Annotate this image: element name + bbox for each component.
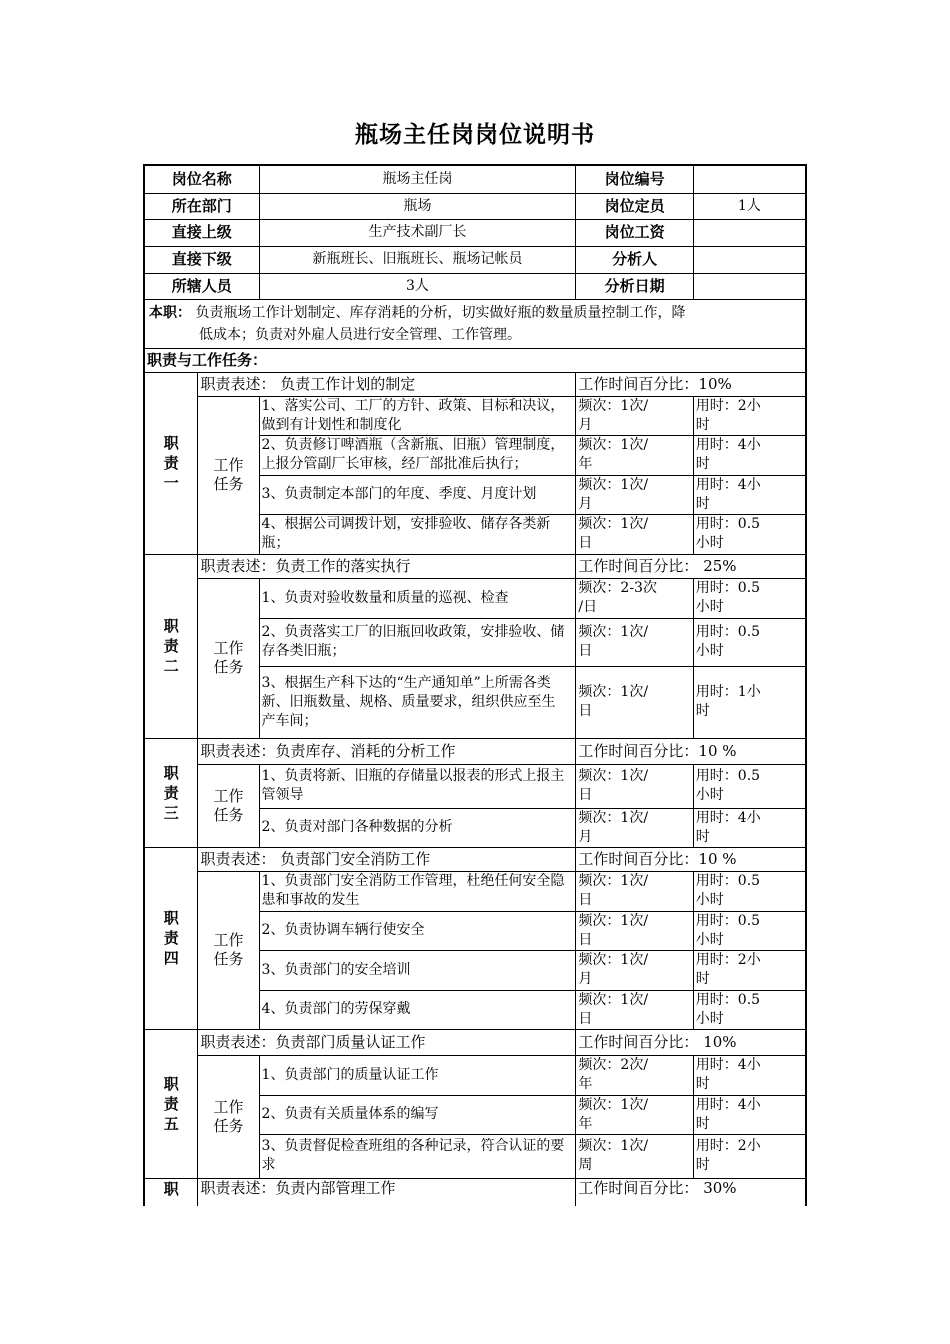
field-label: 岗位工资 <box>604 223 665 241</box>
info-label2-2 <box>576 193 693 219</box>
task-frequency <box>576 1095 693 1134</box>
info-label-3 <box>144 219 259 246</box>
frequency-line: 周 <box>578 1157 593 1173</box>
duration-line: 用时：4小 <box>695 437 761 453</box>
duty-name-char: 职 <box>163 1179 179 1198</box>
frequency-line: 日 <box>578 892 593 908</box>
frequency-line: 频次：1次/ <box>578 952 649 968</box>
field-label: 分析日期 <box>604 276 665 295</box>
task-frequency <box>576 396 693 435</box>
task-duration <box>693 475 806 514</box>
field-label: 所辖人员 <box>171 276 232 295</box>
task-duration <box>693 618 806 666</box>
task-description <box>259 950 576 990</box>
task-text-line: 3、负责部门的安全培训 <box>261 961 411 978</box>
duty-name-4 <box>144 847 198 1029</box>
work-task-label-1: 工作 <box>213 931 244 949</box>
frequency-line: 频次：1次/ <box>578 437 649 453</box>
field-label: 直接上级 <box>171 223 232 241</box>
task-text-line: 1、负责部门的质量认证工作 <box>261 1066 439 1083</box>
frequency-line: 频次：2次/ <box>578 1057 649 1073</box>
field-label: 分析人 <box>612 250 658 268</box>
duration-line: 用时：4小 <box>695 1096 761 1113</box>
duration-line: 用时：4小 <box>695 1057 761 1073</box>
task-text-line: 2、负责对部门各种数据的分析 <box>261 819 453 835</box>
frequency-line: 频次：1次/ <box>578 516 649 532</box>
field-label: 岗位编号 <box>604 169 665 188</box>
frequency-line: 日 <box>578 643 593 659</box>
task-frequency <box>576 618 693 666</box>
field-label: 直接下级 <box>171 250 232 268</box>
frequency-line: 日 <box>578 1010 593 1027</box>
task-text-line: 上报分管副厂长审核，经厂部批准后执行； <box>261 456 528 472</box>
duties-header <box>144 348 806 372</box>
duration-line: 小时 <box>695 535 724 551</box>
task-frequency <box>576 1055 693 1095</box>
frequency-line: 日 <box>578 703 593 719</box>
duration-line: 时 <box>695 416 710 433</box>
task-duration <box>693 514 806 554</box>
duration-line: 用时：4小 <box>695 476 761 493</box>
task-frequency <box>576 578 693 618</box>
frequency-line: 频次：1次/ <box>578 873 649 889</box>
duration-line: 用时：0.5 <box>695 516 761 532</box>
field-label: 所在部门 <box>171 196 232 215</box>
duration-line: 小时 <box>695 599 724 615</box>
work-time-percent-text: 工作时间百分比：10 % <box>578 849 737 868</box>
duration-line: 用时：0.5 <box>695 912 761 929</box>
info-label2-4 <box>576 246 693 273</box>
duration-line: 时 <box>695 456 710 472</box>
duty-description <box>198 1029 576 1055</box>
task-frequency <box>576 435 693 475</box>
frequency-line: 日 <box>578 787 593 803</box>
frequency-line: 频次：1次/ <box>578 809 649 826</box>
duty-desc-text: 职责表述： 负责工作计划的制定 <box>200 374 416 393</box>
task-description <box>259 871 576 911</box>
duty-description <box>198 738 576 764</box>
duty-name-char: 职 <box>163 763 179 782</box>
task-duration <box>693 950 806 990</box>
duty-name-char: 职 <box>163 617 179 635</box>
duty-name-char: 职 <box>163 909 179 927</box>
task-text-line: 3、负责督促检查班组的各种记录，符合认证的要 <box>261 1138 565 1154</box>
task-duration <box>693 764 806 808</box>
duration-line: 时 <box>695 971 710 987</box>
summary-row <box>144 299 806 348</box>
task-description <box>259 578 576 618</box>
work-task-label <box>198 578 259 738</box>
work-task-label <box>198 1055 259 1178</box>
frequency-line: 频次：1次/ <box>578 1138 649 1154</box>
info-label-4 <box>144 246 259 273</box>
task-text-line: 管领导 <box>261 787 304 803</box>
duration-line: 小时 <box>695 892 724 908</box>
duty-name-char: 责 <box>163 929 179 947</box>
frequency-line: 年 <box>578 1115 593 1132</box>
duty-desc-text: 职责表述：负责库存、消耗的分析工作 <box>200 741 456 760</box>
work-time-percent-text: 工作时间百分比：10 % <box>578 741 737 760</box>
task-text-line: 瓶； <box>261 535 290 551</box>
duty-name-char: 二 <box>163 657 179 675</box>
duty-description <box>198 372 576 396</box>
task-text-line: 1、负责对验收数量和质量的巡视、检查 <box>261 589 509 606</box>
duration-line: 用时：1小 <box>695 684 761 700</box>
field-value: 新瓶班长、旧瓶班长、瓶场记帐员 <box>312 251 523 267</box>
info-label-5 <box>144 273 259 299</box>
task-frequency <box>576 950 693 990</box>
duty-name-char: 责 <box>163 783 179 802</box>
info-label2-5 <box>576 273 693 299</box>
task-text-line: 4、根据公司调拨计划，安排验收、储存各类新 <box>261 516 551 532</box>
summary-label: 本职： <box>149 304 191 321</box>
field-label: 岗位定员 <box>604 196 665 215</box>
duties-header-text: 职责与工作任务： <box>147 350 268 369</box>
work-time-percent <box>576 1178 806 1206</box>
duration-line: 时 <box>695 495 710 512</box>
work-task-label-1: 工作 <box>213 1097 244 1116</box>
task-description <box>259 396 576 435</box>
frequency-line: 频次：1次/ <box>578 684 649 700</box>
field-value: 瓶场主任岗 <box>382 170 453 187</box>
work-task-label-2: 任务 <box>213 805 244 824</box>
task-frequency <box>576 764 693 808</box>
task-text-line: 3、负责制定本部门的年度、季度、月度计划 <box>261 486 537 502</box>
work-time-percent-text: 工作时间百分比： 10% <box>578 1032 737 1051</box>
work-task-label-2: 任务 <box>213 658 244 676</box>
duration-line: 用时：0.5 <box>695 991 761 1008</box>
task-duration <box>693 1095 806 1134</box>
task-text-line: 3、根据生产科下达的“生产通知单”上所需各类 <box>261 674 551 691</box>
frequency-line: 频次：1次/ <box>578 1096 649 1113</box>
task-frequency <box>576 808 693 847</box>
duration-line: 时 <box>695 828 710 845</box>
duration-line: 小时 <box>695 787 724 803</box>
duration-line: 时 <box>695 703 710 719</box>
info-label-2 <box>144 193 259 219</box>
task-frequency <box>576 666 693 738</box>
task-duration <box>693 871 806 911</box>
task-duration <box>693 990 806 1029</box>
task-description <box>259 990 576 1029</box>
frequency-line: 月 <box>578 495 593 512</box>
frequency-line: 年 <box>578 1076 593 1092</box>
task-text-line: 患和事故的发生 <box>261 892 360 908</box>
field-value: 瓶场 <box>403 197 432 214</box>
job-description-table <box>143 164 807 1206</box>
duration-line: 用时：0.5 <box>695 768 761 784</box>
info-label-1 <box>144 165 259 193</box>
task-text-line: 2、负责修订啤酒瓶（含新瓶、旧瓶）管理制度， <box>261 437 565 453</box>
task-description <box>259 1055 576 1095</box>
duty-name-2 <box>144 554 198 738</box>
duty-name-char: 四 <box>163 949 179 967</box>
work-task-label-2: 任务 <box>213 1116 244 1135</box>
frequency-line: 月 <box>578 971 593 987</box>
frequency-line: 频次：1次/ <box>578 397 649 414</box>
summary-line-1: 负责瓶场工作计划制定、库存消耗的分析，切实做好瓶的数量质量控制工作，降 <box>195 304 686 321</box>
duty-desc-text: 职责表述：负责工作的落实执行 <box>200 556 411 575</box>
frequency-line: 频次：2-3次 <box>578 580 657 596</box>
duration-line: 用时：0.5 <box>695 580 761 596</box>
info-value-3 <box>259 219 576 246</box>
frequency-line: 频次：1次/ <box>578 476 649 493</box>
duty-description <box>198 554 576 578</box>
task-description <box>259 911 576 950</box>
summary-line-2: 低成本；负责对外雇人员进行安全管理、工作管理。 <box>199 326 521 343</box>
info-value2-3 <box>693 219 806 246</box>
duration-line: 小时 <box>695 1010 724 1027</box>
frequency-line: 月 <box>578 416 593 433</box>
task-duration <box>693 435 806 475</box>
task-duration <box>693 578 806 618</box>
duration-line: 用时：2小 <box>695 1138 761 1154</box>
work-time-percent <box>576 738 806 764</box>
work-task-label <box>198 871 259 1029</box>
frequency-line: 日 <box>578 535 593 551</box>
frequency-line: 频次：1次/ <box>578 768 649 784</box>
work-time-percent <box>576 372 806 396</box>
info-value-4 <box>259 246 576 273</box>
frequency-line: /日 <box>578 599 598 615</box>
task-text-line: 1、落实公司、工厂的方针、政策、目标和决议， <box>261 397 565 414</box>
duty-name-char: 职 <box>163 434 179 452</box>
field-label: 岗位名称 <box>171 169 232 188</box>
duty-name-char: 职 <box>163 1074 179 1093</box>
info-value-2 <box>259 193 576 219</box>
task-text-line: 产车间； <box>261 712 318 729</box>
task-frequency <box>576 990 693 1029</box>
work-task-label <box>198 764 259 847</box>
task-description <box>259 435 576 475</box>
task-text-line: 新、旧瓶数量、规格、质量要求，组织供应至生 <box>261 693 556 710</box>
work-task-label-1: 工作 <box>213 639 244 657</box>
duration-line: 小时 <box>695 931 724 948</box>
task-text-line: 4、负责部门的劳保穿戴 <box>261 1001 411 1017</box>
task-duration <box>693 1055 806 1095</box>
work-time-percent-text: 工作时间百分比：10% <box>578 374 732 393</box>
task-frequency <box>576 514 693 554</box>
duration-line: 用时：2小 <box>695 952 761 968</box>
work-time-percent <box>576 847 806 871</box>
duty-description <box>198 847 576 871</box>
duty-name-char: 责 <box>163 1094 179 1113</box>
work-task-label-1: 工作 <box>213 456 244 474</box>
work-time-percent-text: 工作时间百分比： 30% <box>578 1178 737 1197</box>
page-title: 瓶场主任岗岗位说明书 <box>355 122 595 148</box>
duty-name-3 <box>144 738 198 847</box>
task-duration <box>693 808 806 847</box>
duration-line: 时 <box>695 1076 710 1092</box>
frequency-line: 频次：1次/ <box>578 624 649 640</box>
frequency-line: 年 <box>578 456 593 472</box>
task-text-line: 2、负责落实工厂的旧瓶回收政策，安排验收、储 <box>261 624 565 640</box>
field-value: 3人 <box>406 277 429 294</box>
info-value2-2 <box>693 193 806 219</box>
duration-line: 时 <box>695 1157 710 1173</box>
task-frequency <box>576 911 693 950</box>
duration-line: 用时：2小 <box>695 397 761 414</box>
task-frequency <box>576 1134 693 1178</box>
task-duration <box>693 396 806 435</box>
work-task-label-2: 任务 <box>213 950 244 968</box>
duty-description <box>198 1178 576 1206</box>
task-description <box>259 475 576 514</box>
duty-name-6 <box>144 1178 198 1206</box>
task-description <box>259 1095 576 1134</box>
task-duration <box>693 911 806 950</box>
duty-name-char: 一 <box>163 474 179 492</box>
duty-desc-text: 职责表述：负责部门质量认证工作 <box>200 1032 426 1051</box>
task-description <box>259 666 576 738</box>
frequency-line: 频次：1次/ <box>578 991 649 1008</box>
field-value: 生产技术副厂长 <box>368 224 467 240</box>
info-value2-5 <box>693 273 806 299</box>
duration-line: 时 <box>695 1115 710 1132</box>
task-frequency <box>576 475 693 514</box>
work-time-percent <box>576 1029 806 1055</box>
info-value2-1 <box>693 165 806 193</box>
task-text-line: 2、负责协调车辆行使安全 <box>261 922 425 938</box>
info-label2-1 <box>576 165 693 193</box>
task-text-line: 2、负责有关质量体系的编写 <box>261 1106 439 1122</box>
task-frequency <box>576 871 693 911</box>
frequency-line: 月 <box>578 828 593 845</box>
task-description <box>259 764 576 808</box>
task-description <box>259 808 576 847</box>
duty-name-char: 三 <box>163 803 179 822</box>
duration-line: 用时：0.5 <box>695 624 761 640</box>
info-value2-4 <box>693 246 806 273</box>
field-value: 1人 <box>737 197 761 214</box>
duty-name-char: 责 <box>163 637 179 655</box>
work-time-percent <box>576 554 806 578</box>
work-time-percent-text: 工作时间百分比： 25% <box>578 556 737 575</box>
task-text-line: 做到有计划性和制度化 <box>261 416 402 433</box>
info-value-5 <box>259 273 576 299</box>
duty-name-1 <box>144 372 198 554</box>
duration-line: 用时：4小 <box>695 809 761 826</box>
task-text-line: 1、负责将新、旧瓶的存储量以报表的形式上报主 <box>261 768 565 784</box>
task-description <box>259 618 576 666</box>
duty-name-5 <box>144 1029 198 1178</box>
info-label2-3 <box>576 219 693 246</box>
task-text-line: 存各类旧瓶； <box>261 643 346 659</box>
duty-name-char: 责 <box>163 454 179 472</box>
work-task-label <box>198 396 259 554</box>
duty-name-char: 五 <box>163 1114 179 1133</box>
task-text-line: 1、负责部门安全消防工作管理，杜绝任何安全隐 <box>261 873 565 889</box>
duty-desc-text: 职责表述：负责内部管理工作 <box>200 1178 396 1197</box>
frequency-line: 日 <box>578 931 593 948</box>
task-text-line: 求 <box>261 1157 276 1173</box>
task-duration <box>693 1134 806 1178</box>
work-task-label-2: 任务 <box>213 475 244 493</box>
duty-desc-text: 职责表述： 负责部门安全消防工作 <box>200 849 431 868</box>
work-task-label-1: 工作 <box>213 786 244 805</box>
info-value-1 <box>259 165 576 193</box>
task-description <box>259 1134 576 1178</box>
duration-line: 小时 <box>695 643 724 659</box>
duration-line: 用时：0.5 <box>695 873 761 889</box>
task-description <box>259 514 576 554</box>
frequency-line: 频次：1次/ <box>578 912 649 929</box>
task-duration <box>693 666 806 738</box>
